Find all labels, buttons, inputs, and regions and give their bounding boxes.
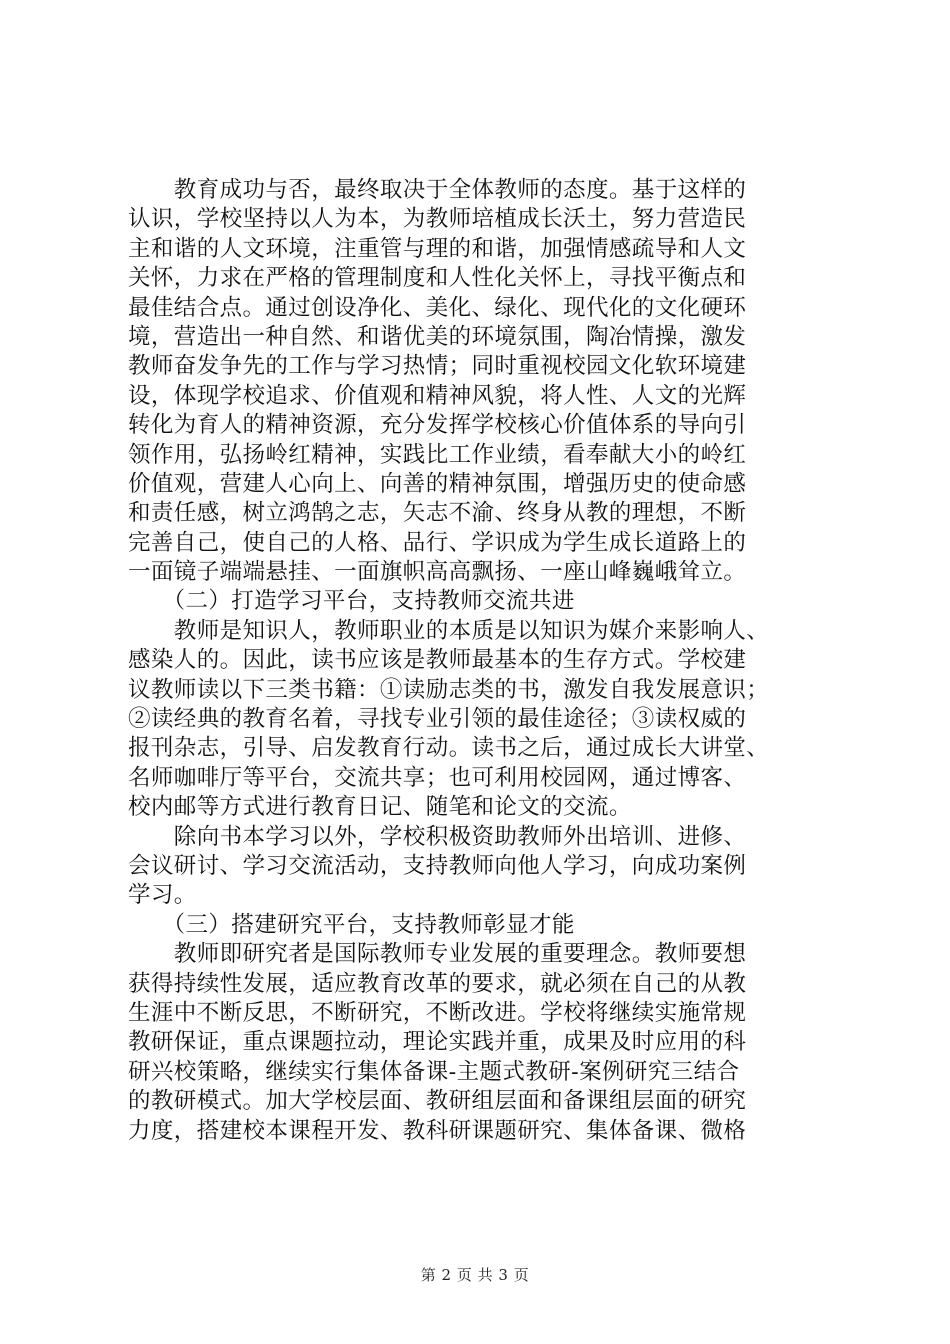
section-heading: （三）搭建研究平台，支持教师彰显才能 <box>128 911 575 938</box>
page-number-footer: 第 2 页 共 3 页 <box>420 1266 530 1284</box>
text-line: 力度，搭建校本课程开发、教科研课题研究、集体备课、微格 <box>128 1117 747 1144</box>
text-line: 议教师读以下三类书籍：①读励志类的书，激发自我发展意识； <box>128 676 770 703</box>
text-line: 研兴校策略，继续实行集体备课-主题式教研-案例研究三结合 <box>128 1058 740 1085</box>
text-line: 教研保证，重点课题拉动，理论实践并重，成果及时应用的科 <box>128 1029 747 1056</box>
text-line: 最佳结合点。通过创设净化、美化、绿化、现代化的文化硬环 <box>128 294 747 321</box>
text-line: 名师咖啡厅等平台，交流共享；也可利用校园网，通过博客、 <box>128 764 747 791</box>
section-heading: （二）打造学习平台，支持教师交流共进 <box>128 588 575 615</box>
text-line: 除向书本学习以外，学校积极资助教师外出培训、进修、 <box>128 823 747 850</box>
text-line: 教育成功与否，最终取决于全体教师的态度。基于这样的 <box>128 177 747 203</box>
text-line: 的教研模式。加大学校层面、教研组层面和备课组层面的研究 <box>128 1088 747 1115</box>
text-line: 校内邮等方式进行教育日记、随笔和论文的交流。 <box>128 794 632 821</box>
document-body <box>128 176 838 1146</box>
text-line: 领作用，弘扬岭红精神，实践比工作业绩，看奉献大小的岭红 <box>128 441 747 468</box>
text-line: 境，营造出一种自然、和谐优美的环境氛围，陶冶情操，激发 <box>128 323 747 350</box>
text-line: 认识，学校坚持以人为本，为教师培植成长沃土，努力营造民 <box>128 206 747 233</box>
text-line: 完善自己，使自己的人格、品行、学识成为学生成长道路上的 <box>128 529 747 556</box>
text-line: 学习。 <box>128 882 197 909</box>
text-line: 设，体现学校追求、价值观和精神风貌，将人性、人文的光辉 <box>128 382 747 409</box>
text-line: 教师是知识人，教师职业的本质是以知识为媒介来影响人、 <box>128 617 770 644</box>
text-line: 转化为育人的精神资源，充分发挥学校核心价值体系的导向引 <box>128 412 747 439</box>
text-line: 价值观，营建人心向上、向善的精神氛围，增强历史的使命感 <box>128 470 747 497</box>
text-line: 教师即研究者是国际教师专业发展的重要理念。教师要想 <box>128 941 747 968</box>
text-line: 生涯中不断反思，不断研究，不断改进。学校将继续实施常规 <box>128 999 747 1026</box>
text-line: 一面镜子端端悬挂、一面旗帜高高飘扬、一座山峰巍峨耸立。 <box>128 559 747 586</box>
text-line: 感染人的。因此，读书应该是教师最基本的生存方式。学校建 <box>128 647 747 674</box>
text-line: ②读经典的教育名着，寻找专业引领的最佳途径；③读权威的 <box>128 706 747 733</box>
text-line: 报刊杂志，引导、启发教育行动。读书之后，通过成长大讲堂、 <box>128 735 770 762</box>
text-line: 主和谐的人文环境，注重管与理的和谐，加强情感疏导和人文 <box>128 235 747 262</box>
text-line: 会议研讨、学习交流活动，支持教师向他人学习，向成功案例 <box>128 852 747 879</box>
text-line: 关怀，力求在严格的管理制度和人性化关怀上，寻找平衡点和 <box>128 265 747 292</box>
text-line: 获得持续性发展，适应教育改革的要求，就必须在自己的从教 <box>128 970 747 997</box>
text-line: 和责任感，树立鸿鹄之志，矢志不渝、终身从教的理想，不断 <box>128 500 747 527</box>
text-line: 教师奋发争先的工作与学习热情；同时重视校园文化软环境建 <box>128 353 747 380</box>
